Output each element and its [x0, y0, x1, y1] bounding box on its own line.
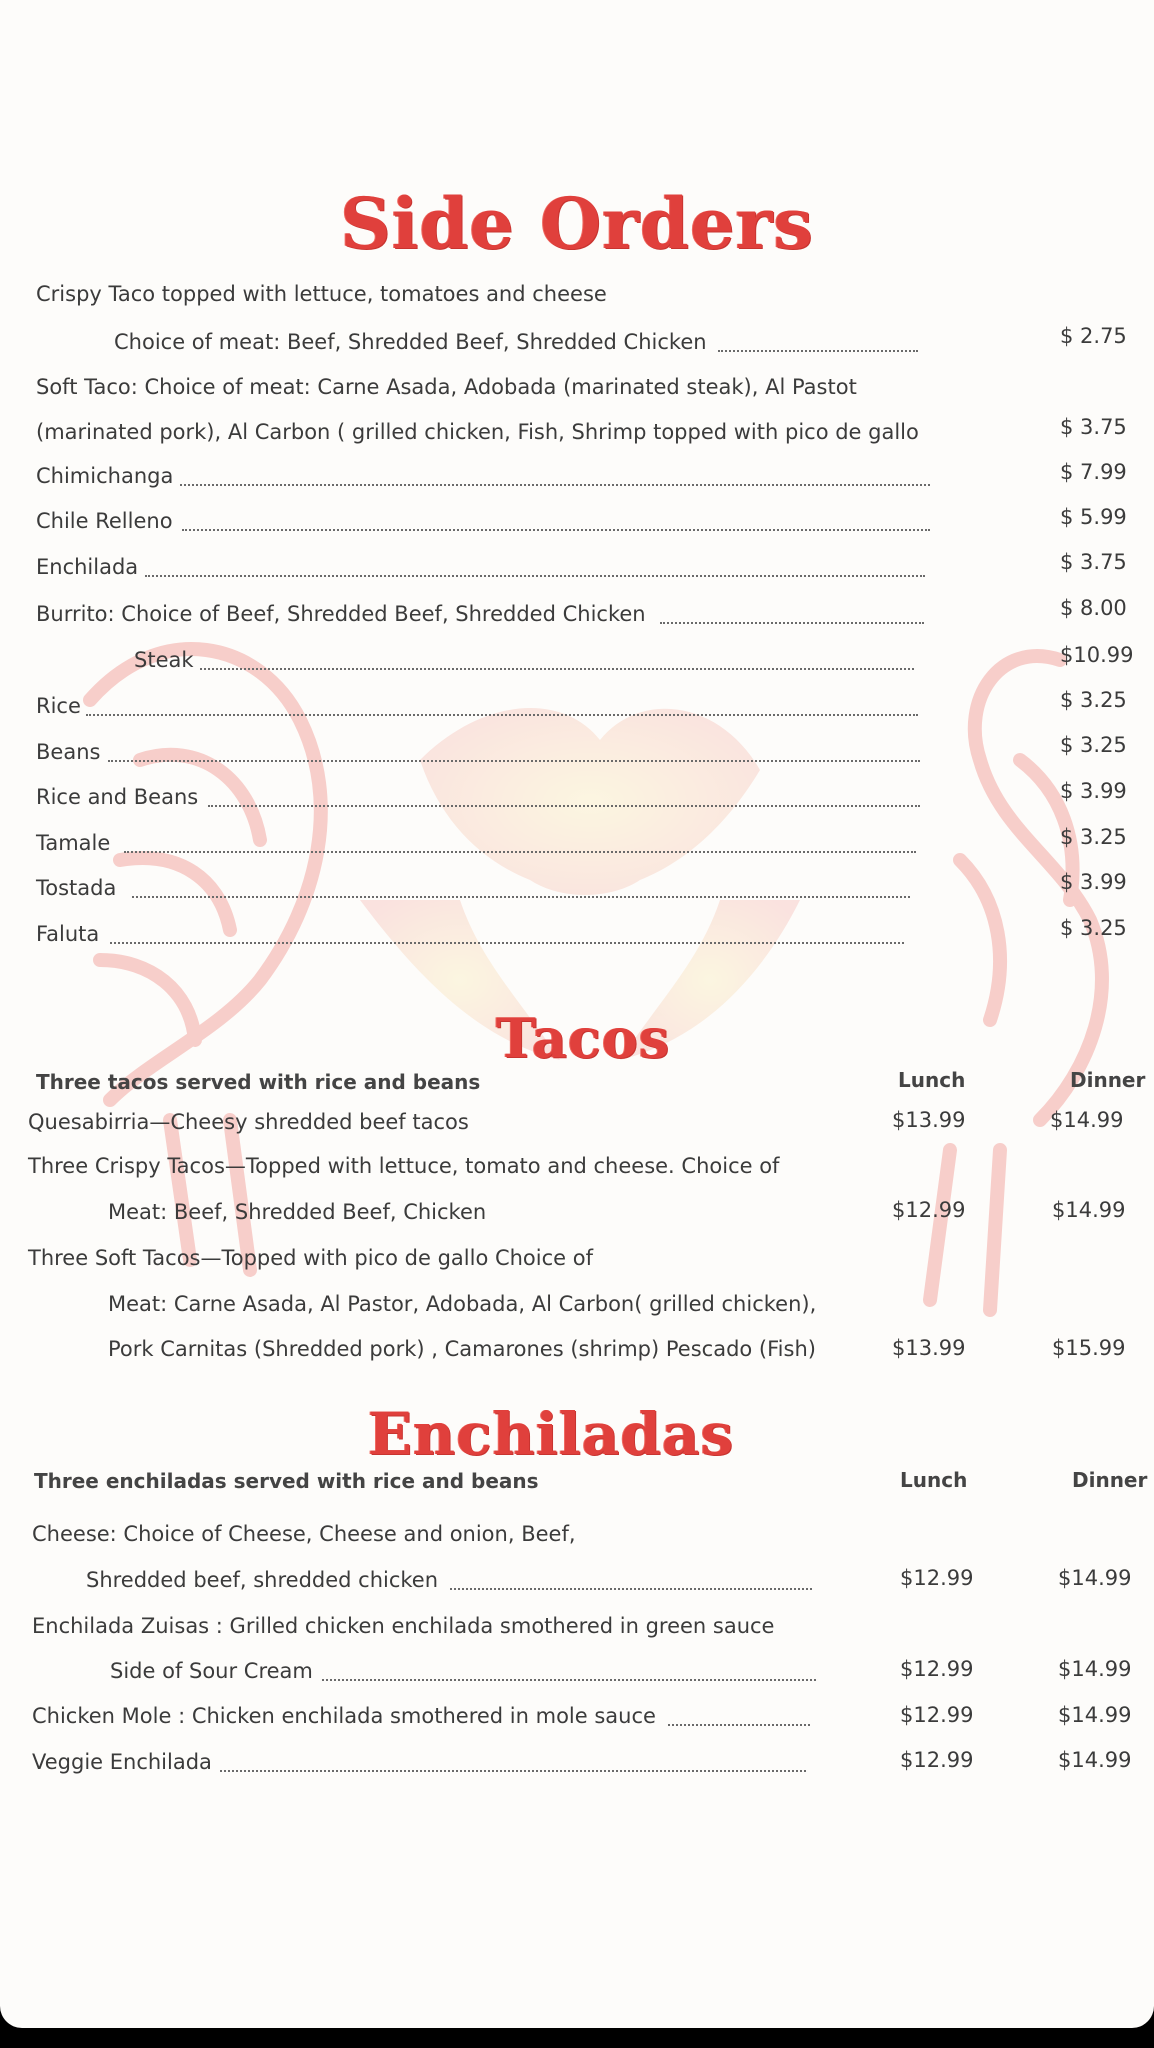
dot-leader [660, 622, 924, 624]
dinner-price: $14.99 [1058, 1657, 1132, 1681]
lunch-price: $12.99 [900, 1703, 974, 1727]
dot-leader [132, 896, 910, 898]
menu-item-text: Enchilada Zuisas : Grilled chicken enchilada smothered in green sauce [32, 1614, 775, 1638]
dot-leader [124, 851, 916, 853]
enchiladas-title: Enchiladas [367, 1400, 735, 1468]
dot-leader [145, 575, 925, 577]
menu-item-text: Three Soft Tacos—Topped with pico de gallo Choice of [28, 1246, 594, 1270]
dinner-price: $14.99 [1050, 1108, 1124, 1132]
dinner-column-header: Dinner [1072, 1468, 1148, 1492]
lunch-price: $12.99 [900, 1657, 974, 1681]
lunch-column-header: Lunch [898, 1068, 966, 1092]
dinner-price: $14.99 [1052, 1198, 1126, 1222]
screen-bottom-bar [0, 2028, 1154, 2048]
dot-leader [718, 350, 918, 352]
menu-item-text: Pork Carnitas (Shredded pork) , Camarones (shrimp) Pescado (Fish) [108, 1337, 816, 1361]
menu-item-price: $ 3.99 [1060, 870, 1127, 894]
menu-item-text: Shredded beef, shredded chicken [86, 1568, 439, 1592]
menu-item-price: $ 3.25 [1060, 916, 1127, 940]
menu-item-price: $ 5.99 [1060, 505, 1127, 529]
lunch-price: $13.99 [892, 1336, 966, 1360]
dot-leader [108, 760, 920, 762]
menu-item-text: Meat: Carne Asada, Al Pastor, Adobada, Al Carbon( grilled chicken), [108, 1292, 817, 1316]
menu-item-price: $ 3.99 [1060, 779, 1127, 803]
menu-item-text: Side of Sour Cream [110, 1659, 313, 1683]
dot-leader [200, 668, 914, 670]
side-orders-title: Side Orders [340, 182, 814, 265]
dinner-price: $14.99 [1058, 1748, 1132, 1772]
menu-item-text: Chicken Mole : Chicken enchilada smothered in mole sauce [32, 1704, 656, 1728]
menu-item-price: $ 2.75 [1060, 324, 1127, 348]
dot-leader [208, 805, 920, 807]
dot-leader [220, 1770, 806, 1772]
menu-item-text: Rice and Beans [36, 785, 199, 809]
menu-item-price: $10.99 [1060, 643, 1134, 667]
dot-leader [182, 529, 930, 531]
dot-leader [450, 1588, 812, 1590]
tacos-title: Tacos [495, 1006, 671, 1070]
dot-leader [668, 1724, 810, 1726]
dinner-price: $14.99 [1058, 1566, 1132, 1590]
menu-item-price: $ 8.00 [1060, 596, 1127, 620]
menu-item-text: Quesabirria—Cheesy shredded beef tacos [28, 1110, 469, 1134]
menu-item-text: Tostada [36, 876, 117, 900]
menu-item-text: Meat: Beef, Shredded Beef, Chicken [108, 1200, 487, 1224]
menu-item-text: Tamale [36, 831, 111, 855]
menu-item-text: Soft Taco: Choice of meat: Carne Asada, Adobada (marinated steak), Al Pastot [36, 375, 857, 399]
menu-item-text: (marinated pork), Al Carbon ( grilled chicken, Fish, Shrimp topped with pico de gallo [36, 420, 919, 444]
menu-item-text: Veggie Enchilada [32, 1750, 212, 1774]
menu-item-price: $ 3.25 [1060, 733, 1127, 757]
dot-leader [322, 1679, 816, 1681]
menu-item-text: Chimichanga [36, 464, 174, 488]
dot-leader [86, 714, 918, 716]
menu-item-text: Crispy Taco topped with lettuce, tomatoes and cheese [36, 282, 607, 306]
lunch-price: $13.99 [892, 1108, 966, 1132]
dot-leader [180, 484, 930, 486]
menu-item-text: Enchilada [36, 555, 139, 579]
menu-item-text: Rice [36, 694, 81, 718]
menu-item-text: Chile Relleno [36, 509, 173, 533]
menu-item-text: Faluta [36, 922, 100, 946]
menu-item-price: $ 3.25 [1060, 688, 1127, 712]
menu-item-price: $ 3.25 [1060, 825, 1127, 849]
enchiladas-header: Three enchiladas served with rice and beans [34, 1469, 539, 1493]
tacos-header: Three tacos served with rice and beans [36, 1070, 481, 1094]
lunch-price: $12.99 [900, 1566, 974, 1590]
menu-item-text: Beans [36, 740, 101, 764]
dinner-price: $15.99 [1052, 1336, 1126, 1360]
menu-item-price: $ 3.75 [1060, 415, 1127, 439]
menu-item-text: Burrito: Choice of Beef, Shredded Beef, Shredded Chicken [36, 602, 646, 626]
dinner-column-header: Dinner [1070, 1068, 1146, 1092]
menu-item-price: $ 3.75 [1060, 550, 1127, 574]
menu-item-text: Choice of meat: Beef, Shredded Beef, Shredded Chicken [114, 330, 707, 354]
menu-item-text: Steak [134, 648, 194, 672]
lunch-price: $12.99 [892, 1198, 966, 1222]
lunch-price: $12.99 [900, 1748, 974, 1772]
dinner-price: $14.99 [1058, 1703, 1132, 1727]
menu-item-text: Cheese: Choice of Cheese, Cheese and onion, Beef, [32, 1522, 576, 1546]
lunch-column-header: Lunch [900, 1468, 968, 1492]
menu-item-text: Three Crispy Tacos—Topped with lettuce, tomato and cheese. Choice of [28, 1154, 780, 1178]
menu-item-price: $ 7.99 [1060, 460, 1127, 484]
dot-leader [110, 942, 904, 944]
